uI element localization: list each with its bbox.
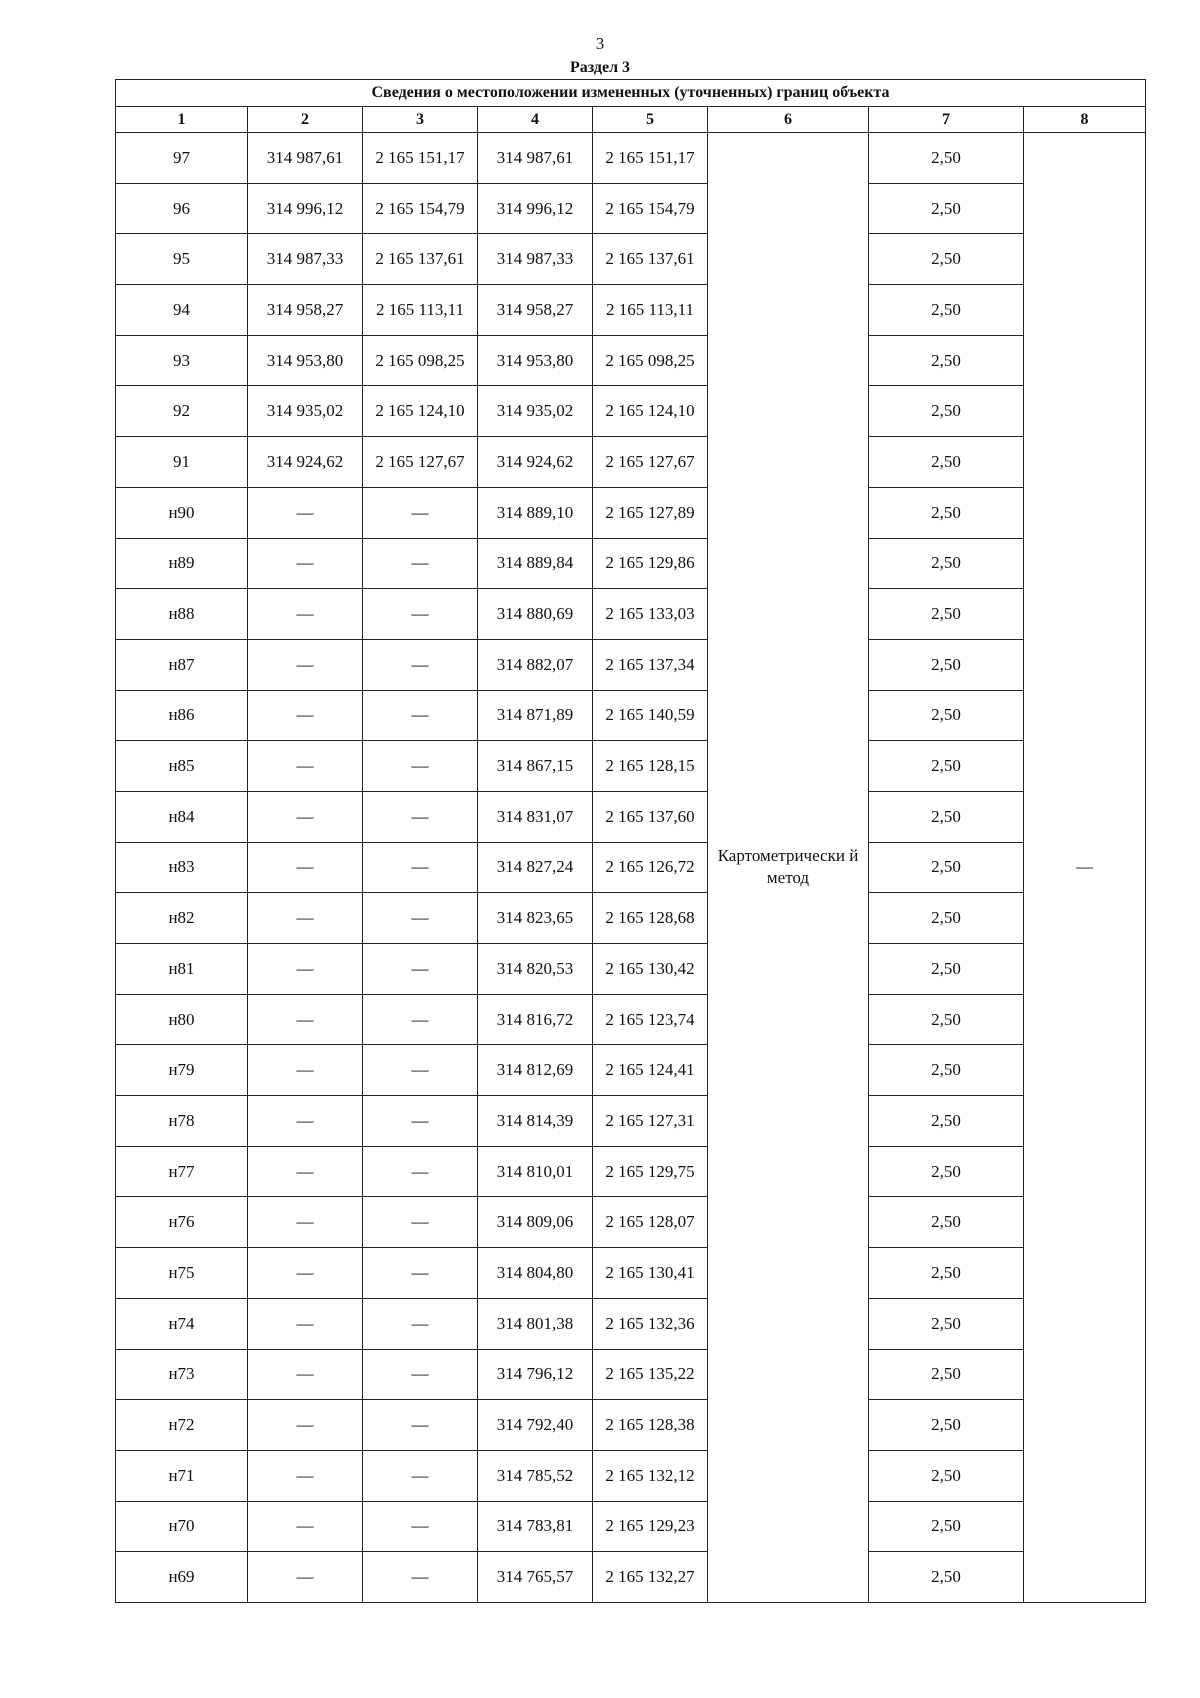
existing-x-cell: 314 987,33 (248, 234, 363, 285)
page-number: 3 (595, 34, 605, 53)
existing-y-cell: 2 165 151,17 (363, 133, 478, 184)
new-x-cell: 314 889,10 (478, 487, 593, 538)
new-x-cell: 314 810,01 (478, 1146, 593, 1197)
existing-y-cell: — (363, 1552, 478, 1603)
existing-y-cell: — (363, 842, 478, 893)
column-number: 8 (1024, 107, 1146, 133)
new-x-cell: 314 871,89 (478, 690, 593, 741)
new-y-cell: 2 165 133,03 (593, 589, 708, 640)
new-x-cell: 314 792,40 (478, 1400, 593, 1451)
existing-y-cell: 2 165 098,25 (363, 335, 478, 386)
accuracy-cell: 2,50 (869, 1248, 1024, 1299)
table-row (116, 538, 1146, 589)
accuracy-cell: 2,50 (869, 538, 1024, 589)
existing-x-cell: — (248, 589, 363, 640)
point-name-cell: н82 (116, 893, 248, 944)
point-name-cell: 94 (116, 285, 248, 336)
new-x-cell: 314 953,80 (478, 335, 593, 386)
table-row (116, 690, 1146, 741)
new-x-cell: 314 814,39 (478, 1096, 593, 1147)
new-x-cell: 314 820,53 (478, 944, 593, 995)
point-name-cell: н79 (116, 1045, 248, 1096)
table-body (116, 133, 1146, 1603)
existing-y-cell: — (363, 893, 478, 944)
new-x-cell: 314 831,07 (478, 791, 593, 842)
point-name-cell: н83 (116, 842, 248, 893)
new-y-cell: 2 165 127,89 (593, 487, 708, 538)
accuracy-cell: 2,50 (869, 487, 1024, 538)
new-y-cell: 2 165 124,41 (593, 1045, 708, 1096)
new-y-cell: 2 165 151,17 (593, 133, 708, 184)
existing-y-cell: — (363, 1248, 478, 1299)
new-y-cell: 2 165 126,72 (593, 842, 708, 893)
point-name-cell: н72 (116, 1400, 248, 1451)
accuracy-cell: 2,50 (869, 893, 1024, 944)
point-name-cell: н77 (116, 1146, 248, 1197)
new-y-cell: 2 165 128,15 (593, 741, 708, 792)
existing-y-cell: — (363, 690, 478, 741)
accuracy-cell: 2,50 (869, 791, 1024, 842)
table-row (116, 1450, 1146, 1501)
new-y-cell: 2 165 135,22 (593, 1349, 708, 1400)
existing-x-cell: — (248, 842, 363, 893)
accuracy-cell: 2,50 (869, 386, 1024, 437)
new-x-cell: 314 958,27 (478, 285, 593, 336)
new-x-cell: 314 880,69 (478, 589, 593, 640)
point-name-cell: н73 (116, 1349, 248, 1400)
new-y-cell: 2 165 128,68 (593, 893, 708, 944)
new-y-cell: 2 165 137,61 (593, 234, 708, 285)
table-row (116, 944, 1146, 995)
table-row (116, 994, 1146, 1045)
point-name-cell: н86 (116, 690, 248, 741)
existing-x-cell: — (248, 944, 363, 995)
new-x-cell: 314 935,02 (478, 386, 593, 437)
table-row (116, 639, 1146, 690)
table-row (116, 791, 1146, 842)
existing-x-cell: — (248, 1298, 363, 1349)
new-x-cell: 314 804,80 (478, 1248, 593, 1299)
existing-x-cell: — (248, 994, 363, 1045)
accuracy-cell: 2,50 (869, 1501, 1024, 1552)
new-y-cell: 2 165 127,31 (593, 1096, 708, 1147)
existing-x-cell: — (248, 639, 363, 690)
table-row (116, 437, 1146, 488)
existing-x-cell: — (248, 1096, 363, 1147)
accuracy-cell: 2,50 (869, 639, 1024, 690)
table-row (116, 1501, 1146, 1552)
table-row (116, 386, 1146, 437)
table-row (116, 234, 1146, 285)
accuracy-cell: 2,50 (869, 1197, 1024, 1248)
existing-y-cell: — (363, 994, 478, 1045)
existing-y-cell: 2 165 137,61 (363, 234, 478, 285)
new-x-cell: 314 812,69 (478, 1045, 593, 1096)
accuracy-cell: 2,50 (869, 1298, 1024, 1349)
existing-x-cell: 314 996,12 (248, 183, 363, 234)
accuracy-cell: 2,50 (869, 234, 1024, 285)
existing-x-cell: 314 958,27 (248, 285, 363, 336)
point-name-cell: н75 (116, 1248, 248, 1299)
accuracy-cell: 2,50 (869, 133, 1024, 184)
new-y-cell: 2 165 137,60 (593, 791, 708, 842)
column-number: 4 (478, 107, 593, 133)
new-y-cell: 2 165 130,42 (593, 944, 708, 995)
point-name-cell: н89 (116, 538, 248, 589)
existing-x-cell: — (248, 741, 363, 792)
accuracy-cell: 2,50 (869, 690, 1024, 741)
existing-y-cell: — (363, 741, 478, 792)
method-cell: Картометрически й метод (708, 133, 869, 1603)
column-number: 3 (363, 107, 478, 133)
table-row (116, 842, 1146, 893)
table-caption: Сведения о местоположении измененных (уточненных) границ объекта (116, 80, 1146, 107)
new-x-cell: 314 783,81 (478, 1501, 593, 1552)
new-x-cell: 314 796,12 (478, 1349, 593, 1400)
point-name-cell: 97 (116, 133, 248, 184)
point-name-cell: 93 (116, 335, 248, 386)
existing-y-cell: 2 165 154,79 (363, 183, 478, 234)
new-y-cell: 2 165 129,23 (593, 1501, 708, 1552)
column-number: 6 (708, 107, 869, 133)
new-x-cell: 314 882,07 (478, 639, 593, 690)
new-y-cell: 2 165 130,41 (593, 1248, 708, 1299)
existing-x-cell: — (248, 791, 363, 842)
existing-y-cell: — (363, 1298, 478, 1349)
table-row (116, 589, 1146, 640)
column-number: 7 (869, 107, 1024, 133)
table-row (116, 487, 1146, 538)
accuracy-cell: 2,50 (869, 1552, 1024, 1603)
new-x-cell: 314 785,52 (478, 1450, 593, 1501)
accuracy-cell: 2,50 (869, 1045, 1024, 1096)
new-y-cell: 2 165 129,86 (593, 538, 708, 589)
existing-y-cell: — (363, 1197, 478, 1248)
new-x-cell: 314 801,38 (478, 1298, 593, 1349)
existing-y-cell: — (363, 1045, 478, 1096)
existing-y-cell: — (363, 944, 478, 995)
new-x-cell: 314 996,12 (478, 183, 593, 234)
table-row (116, 1197, 1146, 1248)
accuracy-cell: 2,50 (869, 1450, 1024, 1501)
boundary-coordinates-table (115, 79, 1146, 1603)
point-name-cell: н84 (116, 791, 248, 842)
table-row (116, 1096, 1146, 1147)
table-row (116, 893, 1146, 944)
accuracy-cell: 2,50 (869, 842, 1024, 893)
existing-x-cell: — (248, 893, 363, 944)
table-caption-row (116, 80, 1146, 107)
existing-x-cell: — (248, 1197, 363, 1248)
existing-y-cell: — (363, 1349, 478, 1400)
existing-x-cell: — (248, 1450, 363, 1501)
new-y-cell: 2 165 128,07 (593, 1197, 708, 1248)
new-y-cell: 2 165 113,11 (593, 285, 708, 336)
point-name-cell: н87 (116, 639, 248, 690)
existing-y-cell: — (363, 639, 478, 690)
existing-x-cell: 314 987,61 (248, 133, 363, 184)
table-row (116, 1298, 1146, 1349)
section-title: Раздел 3 (569, 59, 631, 76)
existing-y-cell: — (363, 1096, 478, 1147)
accuracy-cell: 2,50 (869, 285, 1024, 336)
point-name-cell: н90 (116, 487, 248, 538)
existing-x-cell: — (248, 1400, 363, 1451)
existing-x-cell: — (248, 1552, 363, 1603)
point-name-cell: н71 (116, 1450, 248, 1501)
new-x-cell: 314 809,06 (478, 1197, 593, 1248)
point-name-cell: 95 (116, 234, 248, 285)
accuracy-cell: 2,50 (869, 741, 1024, 792)
point-name-cell: н76 (116, 1197, 248, 1248)
point-name-cell: 96 (116, 183, 248, 234)
point-name-cell: н74 (116, 1298, 248, 1349)
new-y-cell: 2 165 123,74 (593, 994, 708, 1045)
table-row (116, 285, 1146, 336)
existing-x-cell: — (248, 1045, 363, 1096)
point-name-cell: н80 (116, 994, 248, 1045)
new-x-cell: 314 823,65 (478, 893, 593, 944)
column8-cell: — (1024, 133, 1146, 1603)
new-x-cell: 314 827,24 (478, 842, 593, 893)
point-name-cell: н70 (116, 1501, 248, 1552)
accuracy-cell: 2,50 (869, 1349, 1024, 1400)
accuracy-cell: 2,50 (869, 183, 1024, 234)
new-x-cell: 314 765,57 (478, 1552, 593, 1603)
table-row (116, 133, 1146, 184)
accuracy-cell: 2,50 (869, 1146, 1024, 1197)
accuracy-cell: 2,50 (869, 944, 1024, 995)
new-y-cell: 2 165 140,59 (593, 690, 708, 741)
existing-x-cell: — (248, 690, 363, 741)
point-name-cell: н85 (116, 741, 248, 792)
existing-y-cell: — (363, 1501, 478, 1552)
table-row (116, 1552, 1146, 1603)
accuracy-cell: 2,50 (869, 1096, 1024, 1147)
accuracy-cell: 2,50 (869, 994, 1024, 1045)
accuracy-cell: 2,50 (869, 589, 1024, 640)
new-x-cell: 314 816,72 (478, 994, 593, 1045)
accuracy-cell: 2,50 (869, 335, 1024, 386)
point-name-cell: н88 (116, 589, 248, 640)
existing-x-cell: 314 935,02 (248, 386, 363, 437)
point-name-cell: н78 (116, 1096, 248, 1147)
point-name-cell: 92 (116, 386, 248, 437)
existing-x-cell: — (248, 487, 363, 538)
column-number: 5 (593, 107, 708, 133)
existing-y-cell: — (363, 1400, 478, 1451)
existing-x-cell: — (248, 1248, 363, 1299)
table-row (116, 1045, 1146, 1096)
new-y-cell: 2 165 127,67 (593, 437, 708, 488)
new-y-cell: 2 165 124,10 (593, 386, 708, 437)
existing-y-cell: — (363, 1450, 478, 1501)
existing-y-cell: — (363, 487, 478, 538)
table-row (116, 741, 1146, 792)
table-row (116, 183, 1146, 234)
existing-y-cell: — (363, 538, 478, 589)
new-y-cell: 2 165 132,27 (593, 1552, 708, 1603)
existing-y-cell: 2 165 127,67 (363, 437, 478, 488)
table-row (116, 335, 1146, 386)
existing-x-cell: 314 924,62 (248, 437, 363, 488)
point-name-cell: н81 (116, 944, 248, 995)
column-number: 2 (248, 107, 363, 133)
new-y-cell: 2 165 098,25 (593, 335, 708, 386)
new-y-cell: 2 165 137,34 (593, 639, 708, 690)
table-row (116, 1349, 1146, 1400)
new-y-cell: 2 165 132,36 (593, 1298, 708, 1349)
new-x-cell: 314 987,61 (478, 133, 593, 184)
existing-y-cell: — (363, 589, 478, 640)
new-x-cell: 314 924,62 (478, 437, 593, 488)
new-y-cell: 2 165 128,38 (593, 1400, 708, 1451)
accuracy-cell: 2,50 (869, 437, 1024, 488)
existing-x-cell: — (248, 1146, 363, 1197)
existing-x-cell: 314 953,80 (248, 335, 363, 386)
table-row (116, 1248, 1146, 1299)
table-row (116, 1400, 1146, 1451)
existing-y-cell: 2 165 113,11 (363, 285, 478, 336)
column-number-row (116, 107, 1146, 133)
point-name-cell: 91 (116, 437, 248, 488)
new-y-cell: 2 165 132,12 (593, 1450, 708, 1501)
new-x-cell: 314 867,15 (478, 741, 593, 792)
new-y-cell: 2 165 129,75 (593, 1146, 708, 1197)
point-name-cell: н69 (116, 1552, 248, 1603)
existing-x-cell: — (248, 538, 363, 589)
new-y-cell: 2 165 154,79 (593, 183, 708, 234)
existing-y-cell: — (363, 1146, 478, 1197)
table-row (116, 1146, 1146, 1197)
existing-y-cell: 2 165 124,10 (363, 386, 478, 437)
new-x-cell: 314 987,33 (478, 234, 593, 285)
new-x-cell: 314 889,84 (478, 538, 593, 589)
column-number: 1 (116, 107, 248, 133)
existing-x-cell: — (248, 1349, 363, 1400)
existing-x-cell: — (248, 1501, 363, 1552)
existing-y-cell: — (363, 791, 478, 842)
accuracy-cell: 2,50 (869, 1400, 1024, 1451)
